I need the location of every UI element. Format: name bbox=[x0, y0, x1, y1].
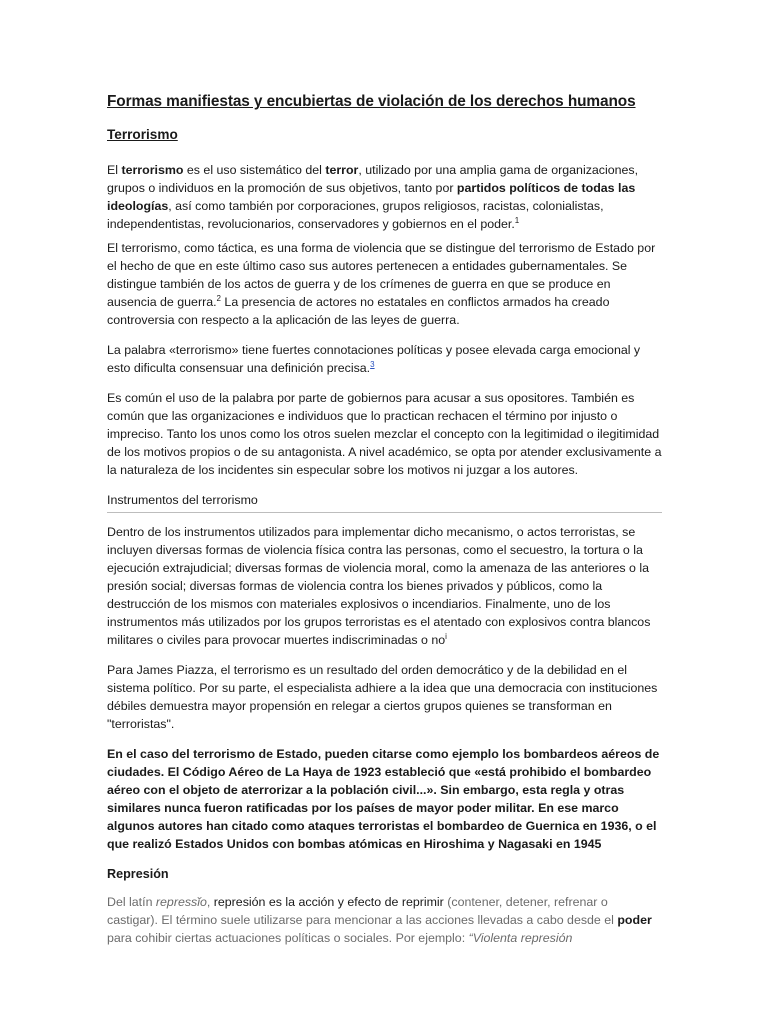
term-tortura: tortura bbox=[583, 543, 620, 557]
term-reprimir: reprimir bbox=[401, 895, 444, 909]
footnote-ref-1[interactable]: 1 bbox=[514, 215, 520, 225]
footnote-ref-i[interactable]: i bbox=[445, 631, 447, 641]
heading-terrorismo: Terrorismo bbox=[107, 127, 178, 142]
paragraph-piazza: Para James Piazza, el terrorismo es un resultado del orden democrático y de la debilidad en el sistema político. Por su parte, el especialista adhiere a la idea que una democracia con instituciones débiles demuestra mayor propensión en relegar a ciertos grupos quienes se transforman en "terroristas". bbox=[107, 663, 658, 731]
term-partidos-politicos: partidos políticos de todas las ideologías bbox=[107, 181, 636, 213]
footnote-ref-2[interactable]: 2 bbox=[216, 293, 221, 303]
footnote-ref-3[interactable]: 3 bbox=[370, 359, 375, 369]
term-terrorismo: terrorismo bbox=[121, 163, 184, 177]
document-body bbox=[107, 92, 662, 953]
paragraph-terrorismo-estado: En el caso del terrorismo de Estado, pueden citarse como ejemplo los bombardeos aéreos de ciudades. El Código Aéreo de La Haya de 1923 estableció que «está prohibido el bombardeo aéreo con el objeto de aterrorizar a la población civil...». Sin embargo, esta regla y otras similares nunca fueron ratificadas por los países de mayor poder militar. En ese marco algunos autores han citado como ataques terroristas el bombardeo de Guernica en 1936, o el que realizó Estados Unidos con bombas atómicas en Hiroshima y Nagasaki en 1945 bbox=[107, 747, 660, 851]
paragraph-terrorismo-tactica: El terrorismo, como táctica, es una forma de violencia que se distingue del terrorismo de Estado por el hecho de que en este último caso sus autores pertenecen a entidades gubernamentales. Se distingue también de los actos de guerra y de los crímenes de guerra en que se produce en ausencia de guerra.$^2$ La presencia de actores no estatales en conflictos armados ha creado controversia con respecto a la aplicación de las leyes de guerra. bbox=[107, 241, 656, 327]
term-secuestro: secuestro bbox=[509, 543, 564, 557]
term-violencia-fisica: violencia física bbox=[264, 543, 345, 557]
document-title: Formas manifiestas y encubiertas de violación de los derechos humanos bbox=[107, 93, 636, 110]
paragraph-represion-definicion: Del latín repressĭo, represión es la acción y efecto de reprimir (contener, detener, refrenar o castigar). El término suele utilizarse para mencionar a las acciones llevadas a cabo desde el poder para cohibir ciertas actuaciones políticas o sociales. Por ejemplo: “Violenta represión bbox=[107, 895, 652, 945]
term-poder: poder bbox=[617, 913, 652, 927]
paragraph-terrorismo-uso: Es común el uso de la palabra por parte de gobiernos para acusar a sus opositores. También es común que las organizaciones e individuos que lo practican rechacen el término por injusto o impreciso. Tanto los unos como los otros suelen mezclar el concepto con la legitimidad o ilegitimidad de los motivos propios o de su antagonista. A nivel académico, se opta por atender exclusivamente a la naturaleza de los incidentes sin especular sobre los motivos ni juzgar a los autores. bbox=[107, 391, 662, 477]
heading-instrumentos: Instrumentos del terrorismo bbox=[107, 491, 662, 513]
heading-represion: Represión bbox=[107, 867, 169, 881]
paragraph-terrorismo-palabra: La palabra «terrorismo» tiene fuertes connotaciones políticas y posee elevada carga emocional y esto dificulta consensuar una definición precisa.$^3$ bbox=[107, 343, 641, 375]
term-repressio: repressĭo bbox=[155, 895, 207, 909]
term-represion: represión bbox=[213, 895, 266, 909]
paragraph-instrumentos-lista: Dentro de los instrumentos utilizados para implementar dicho mecanismo, o actos terroristas, se incluyen diversas formas de violencia física contra las personas, como el secuestro, la tortura o la ejecución extrajudicial; diversas formas de violencia moral, como la amenaza de las anteriores o la presión social; diversas formas de violencia contra los bienes privados y públicos, como la destrucción de los mismos con materiales explosivos o incendiarios. Finalmente, uno de los instrumentos más utilizados por los grupos terroristas es el atentado con explosivos contra blancos militares o civiles para provocar muertes indiscriminadas o $no^i$ bbox=[107, 525, 651, 647]
example-quote: “Violenta represión bbox=[468, 931, 573, 945]
term-terror: terror bbox=[325, 163, 359, 177]
paragraph-terrorismo-definition: El terrorismo es el uso sistemático del terror, utilizado por una amplia gama de organizaciones, grupos o individuos en la promoción de sus objetivos, tanto por partidos políticos de todas las ideologías, así como también por corporaciones, grupos religiosos, racistas, colonialistas, independentistas, revolucionarios, conservadores y gobiernos en el poder.$^1$ bbox=[107, 163, 639, 231]
